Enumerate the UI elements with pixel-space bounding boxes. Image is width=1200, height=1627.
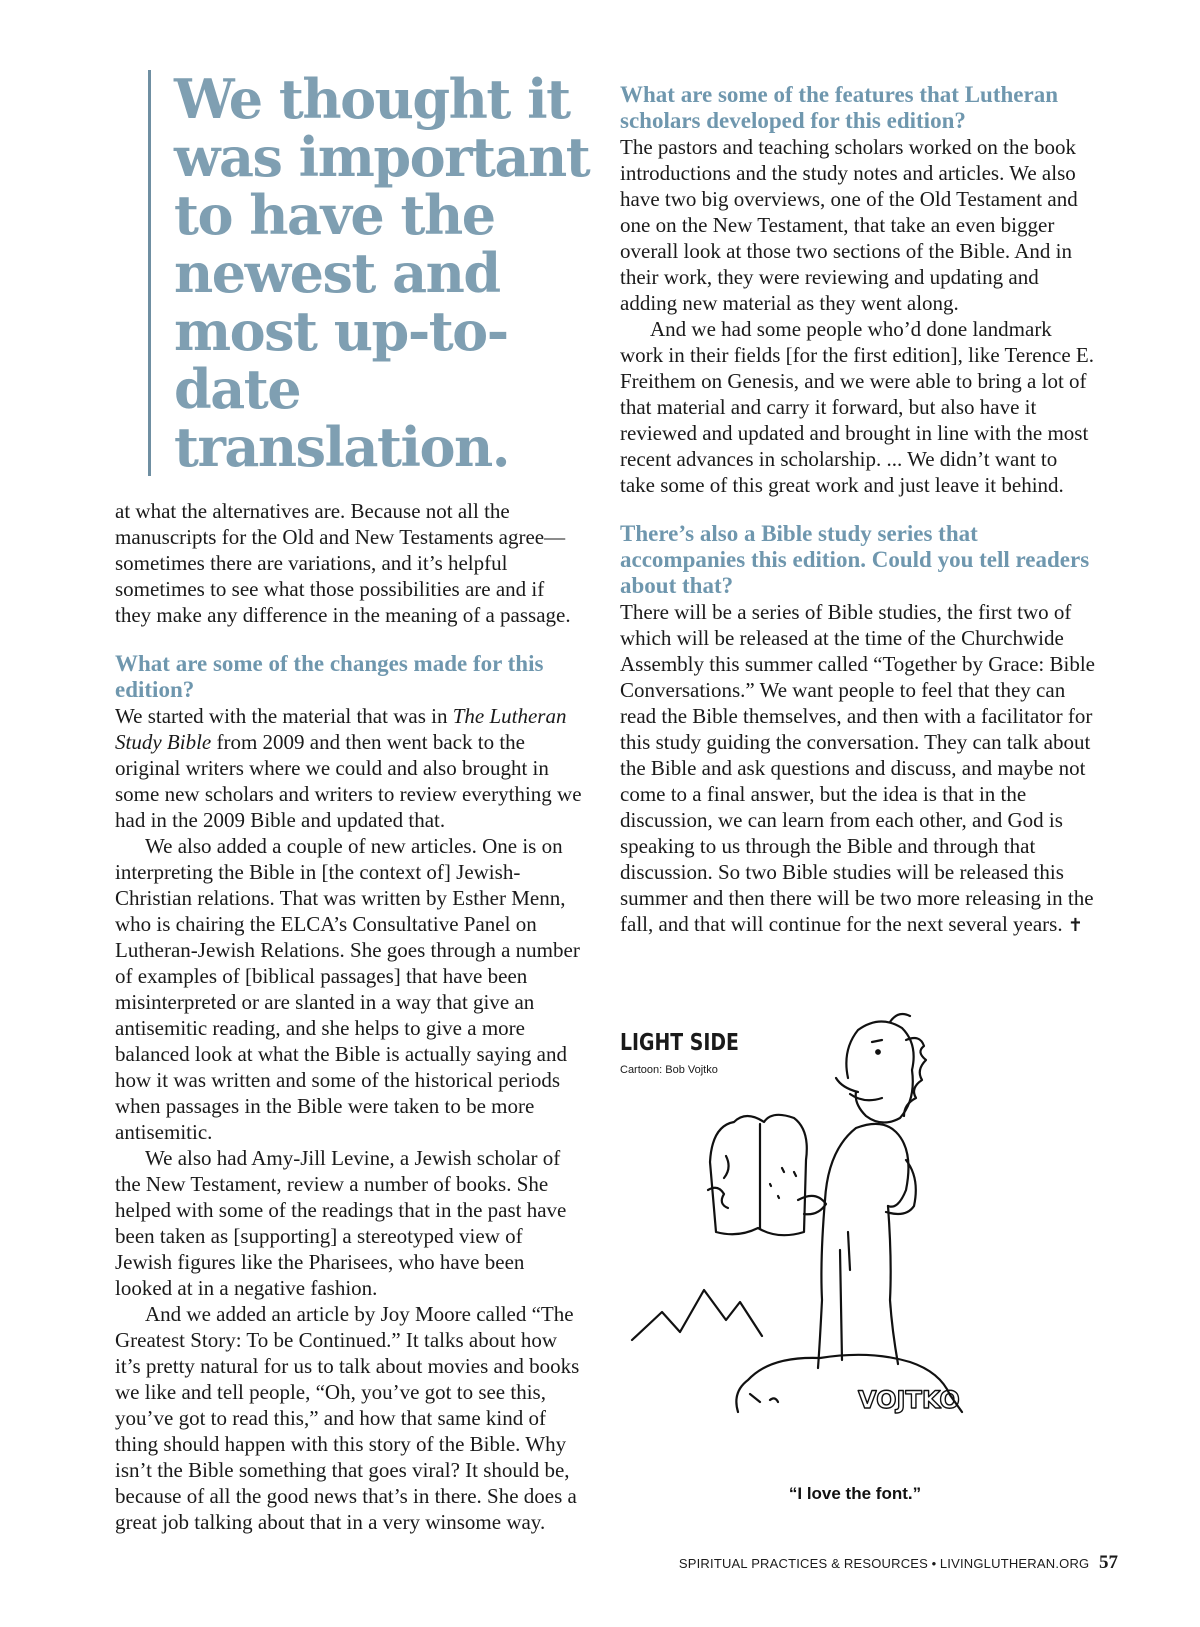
body-paragraph: The pastors and teaching scholars worked on the book introductions and the study notes and articles. We also have two big overviews, one of the Old Testament and one on the New Testament, that take an even bigger overall look at those two sections of the Bible. And in their work, they were reviewing and updating and adding new material as they went along.: [620, 135, 1078, 315]
cartoon-illustration: [620, 1000, 1100, 1430]
left-column: [115, 67, 590, 1535]
cartoon-block: [620, 1030, 1100, 1500]
text-span: There will be a series of Bible studies, the first two of which will be released at the time of the Churchwide Assembly this summer called “Together by Grace: Bible Conversations.” We want people to feel that they can read the Bible themselves, and then with a facilitator for this study guiding the conversation. They can talk about the Bible and ask questions and discuss, and maybe not come to a final answer, but the idea is that in the discussion, we can learn from each other, and God is speaking to us through the Bible and through that discussion. So two Bible studies will be released this summer and then there will be two more releasing in the fall, and that will continue for the next several years.: [620, 600, 1095, 936]
right-column: [620, 82, 1095, 939]
question-heading: There’s also a Bible study series that accompanies this edition. Could you tell readers about that?: [620, 521, 1090, 598]
footer-section: SPIRITUAL PRACTICES & RESOURCES: [678, 1556, 929, 1571]
cartoon-caption: “I love the font.”: [788, 1484, 922, 1503]
text-span: We started with the material that was in: [115, 704, 453, 728]
end-cross-icon: ✝: [1067, 915, 1083, 936]
cartoon-signature: VOJTKO: [858, 1386, 960, 1414]
text-span: from 2009 and then went back to the original writers where we could and also brought in some new scholars and writers to review everything we had in the 2009 Bible and updated that.: [115, 730, 582, 832]
body-paragraph: [115, 703, 585, 833]
footer-site: LIVINGLUTHERAN.ORG: [939, 1556, 1090, 1571]
body-paragraph: We also had Amy-Jill Levine, a Jewish scholar of the New Testament, review a number of books. She helped with some of the readings that in the past have been taken as [supporting] a stereotyped view of Jewish figures like the Pharisees, who have been looked at in a negative fashion.: [115, 1146, 567, 1300]
question-heading: What are some of the features that Lutheran scholars developed for this edition?: [620, 82, 1059, 133]
book-title: The Lutheran Study Bible: [115, 704, 567, 754]
body-paragraph: And we added an article by Joy Moore called “The Greatest Story: To be Continued.” It talks about how it’s pretty natural for us to talk about movies and books we like and tell people, “Oh, you’ve got to see this, you’ve got to read this,” and how that same kind of thing should happen with this story of the Bible. Why isn’t the Bible something that goes viral? It should be, because of all the good news that’s in there. She does a great job talking about that in a very winsome way.: [115, 1302, 580, 1534]
cartoon-credit: Cartoon: Bob Vojtko: [620, 1064, 718, 1076]
question-heading: What are some of the changes made for this edition?: [115, 651, 544, 702]
body-paragraph: at what the alternatives are. Because not all the manuscripts for the Old and New Testaments agree—sometimes there are variations, and it’s helpful sometimes to see what those possibilities are and if they make any difference in the meaning of a passage.: [115, 499, 571, 627]
page-footer: [679, 1552, 1118, 1574]
body-paragraph: We also added a couple of new articles. One is on interpreting the Bible in [the context of] Jewish-Christian relations. That was written by Esther Menn, who is chairing the ELCA’s Consultative Panel on Lutheran-Jewish Relations. She goes through a number of examples of [biblical passages] that have been misinterpreted or are slanted in a way that give an antisemitic reading, and she helps to give a more balanced look at what the Bible is actually saying and how it was written and some of the historical periods when passages in the Bible were taken to be more antisemitic.: [115, 834, 580, 1144]
footer-separator: •: [931, 1556, 937, 1571]
cartoon-heading: LIGHT SIDE: [620, 1030, 739, 1056]
page-number: 57: [1099, 1552, 1118, 1573]
pull-quote: We thought it was important to have the newest and most up-to-date translation.: [148, 70, 594, 476]
body-paragraph: And we had some people who’d done landmark work in their fields [for the first edition], like Terence E. Freithem on Genesis, and we were able to bring a lot of that material and carry it forward, but also have it reviewed and updated and brought in line with the most recent advances in scholarship. ... We didn’t want to take some of this great work and just leave it behind.: [620, 317, 1094, 497]
body-paragraph: [620, 599, 1095, 939]
